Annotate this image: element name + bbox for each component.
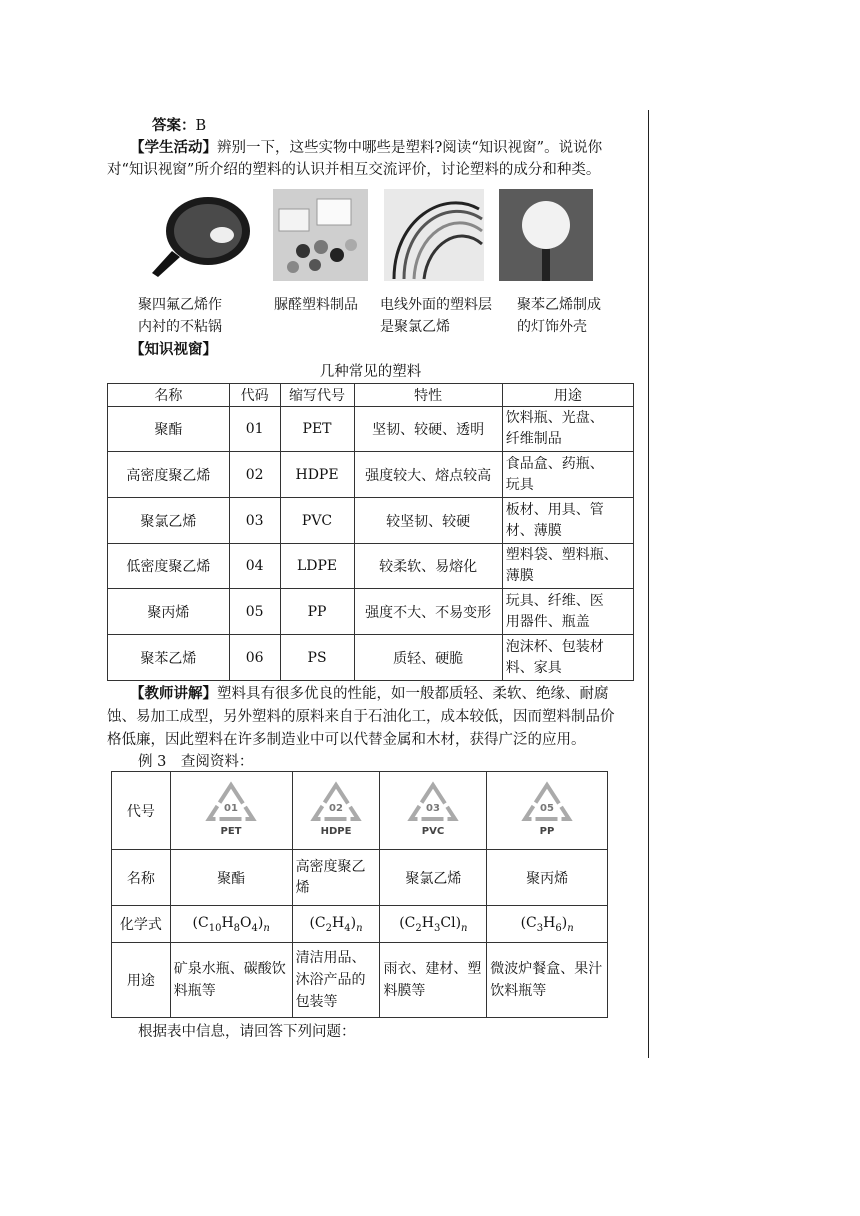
caption-pan (138, 294, 222, 338)
cell-code: 04 (229, 544, 280, 589)
code-row (112, 772, 608, 850)
cell-abbr: PS (280, 635, 354, 681)
teacher-tag: 【教师讲解】 (130, 685, 217, 702)
formula-part: n (263, 922, 270, 934)
cell-use (502, 452, 633, 498)
formula-part: n (461, 922, 468, 934)
table-row (108, 544, 634, 589)
caption-line: 电线外面的塑料层 (380, 297, 492, 313)
cell-prop: 强度较大、熔点较高 (354, 452, 502, 498)
example-label: 例 3 查阅资料： (138, 754, 254, 770)
cell-prop: 较柔软、易熔化 (354, 544, 502, 589)
use-line: 材、薄膜 (505, 522, 562, 539)
formula-part: ) (455, 914, 462, 931)
name-row (112, 850, 608, 906)
recycle-code: 05 (540, 802, 555, 814)
formula-part: O (240, 914, 252, 931)
formula-part: (C (520, 914, 537, 931)
teacher-line3: 格低廉，因此塑料在许多制造业中可以代替金属和木材，获得广泛的应用。 (107, 732, 586, 748)
recycle-abbr: PVC (422, 825, 445, 837)
formula-part: H (421, 914, 434, 931)
cell-prop: 坚韧、较硬、透明 (354, 407, 502, 452)
use-row (112, 943, 608, 1018)
formula-part: H (332, 914, 345, 931)
cell-name: 聚丙烯 (108, 589, 230, 635)
formula-part: 3 (433, 922, 441, 934)
cell-code: 06 (229, 635, 280, 681)
recycle-symbol-cell (380, 772, 487, 850)
table-row (108, 407, 634, 452)
caption-line: 聚四氟乙烯作 (138, 297, 222, 313)
formula-part: Cl (440, 914, 456, 931)
recycle-symbol-icon (306, 781, 366, 841)
use-line: 纤维制品 (505, 431, 562, 447)
recycle-symbol-cell (487, 772, 608, 850)
table-row (108, 498, 634, 544)
formula-part: n (356, 922, 363, 934)
use-line: 食品盒、药瓶、 (505, 455, 604, 472)
formula-part: 3 (536, 922, 544, 934)
table-header-row (108, 384, 634, 407)
cell-use: 矿泉水瓶、碳酸饮料瓶等 (170, 943, 292, 1018)
formula-part: 8 (233, 922, 241, 934)
recycle-symbol-cell (170, 772, 292, 850)
use-line: 泡沫杯、包装材 (505, 638, 604, 655)
formula-cell (292, 906, 380, 943)
caption-lamp (517, 294, 601, 338)
teacher-line2: 蚀、易加工成型，另外塑料的原料来自于石油化工，成本较低，因而塑料制品价 (107, 709, 615, 725)
formula-part: 10 (208, 922, 222, 934)
use-line: 薄膜 (505, 568, 534, 584)
formula-part: 2 (325, 922, 333, 934)
header-cell: 缩写代号 (280, 384, 354, 407)
caption-wire (380, 294, 492, 338)
table-row (108, 589, 634, 635)
cell-name: 高密度聚乙烯 (108, 452, 230, 498)
recycle-abbr: PET (220, 825, 242, 837)
cell-abbr: HDPE (280, 452, 354, 498)
use-line: 玩具 (505, 476, 534, 493)
recycle-symbol-cell (292, 772, 380, 850)
answer-line (152, 115, 682, 137)
answer-label: 答案： (152, 117, 196, 134)
formula-cell (170, 906, 292, 943)
cell-abbr: PP (280, 589, 354, 635)
cell-use (502, 635, 633, 681)
formula-cell (487, 906, 608, 943)
header-cell: 代码 (229, 384, 280, 407)
row-label: 代号 (112, 772, 171, 850)
wire-coating-photo (384, 189, 484, 281)
recycle-abbr: HDPE (320, 825, 352, 837)
cell-use (502, 589, 633, 635)
recycle-symbol-icon (201, 781, 261, 841)
cell-code: 03 (229, 498, 280, 544)
cell-prop: 强度不大、不易变形 (354, 589, 502, 635)
formula-part: ) (350, 914, 357, 931)
student-activity-line2: 对“知识视窗”所介绍的塑料的认识并相互交流评价，讨论塑料的成分和种类。 (107, 162, 601, 178)
cell-prop: 质轻、硬脆 (354, 635, 502, 681)
closing-text: 根据表中信息，请回答下列问题： (138, 1024, 356, 1040)
student-activity-tag: 【学生活动】 (130, 139, 217, 156)
formula-part: H (221, 914, 234, 931)
formula-part: ) (257, 914, 264, 931)
formula-part: (C (309, 914, 326, 931)
caption-urea (274, 294, 358, 316)
caption-line: 内衬的不粘锅 (138, 319, 222, 335)
cell-prop: 较坚韧、较硬 (354, 498, 502, 544)
teacher-text1: 塑料具有很多优良的性能，如一般都质轻、柔软、绝缘、耐腐 (217, 686, 609, 702)
table-title: 几种常见的塑料 (319, 364, 422, 380)
table-row (108, 635, 634, 681)
cell-abbr: PET (280, 407, 354, 452)
formula-cell (380, 906, 487, 943)
cell-name: 聚酯 (108, 407, 230, 452)
formula-row (112, 906, 608, 943)
use-line: 板材、用具、管 (505, 501, 604, 518)
caption-line: 的灯饰外壳 (517, 319, 587, 335)
plastics-table (107, 383, 634, 681)
lamp-shell-photo (499, 189, 593, 281)
urea-plastic-photo (273, 189, 368, 281)
header-cell: 名称 (108, 384, 230, 407)
cell-name: 低密度聚乙烯 (108, 544, 230, 589)
cell-name: 聚苯乙烯 (108, 635, 230, 681)
knowledge-tag: 【知识视窗】 (130, 341, 217, 358)
use-line: 饮料瓶、光盘、 (505, 410, 604, 426)
cell-use: 清洁用品、沐浴产品的包装等 (292, 943, 380, 1018)
formula-part: (C (192, 914, 209, 931)
nonstick-pan-photo (150, 189, 256, 281)
formula-part: n (567, 922, 574, 934)
formula-part: 6 (555, 922, 562, 934)
header-cell: 用途 (502, 384, 633, 407)
teacher-line1 (130, 683, 642, 705)
cell-abbr: PVC (280, 498, 354, 544)
use-line: 玩具、纤维、医 (505, 592, 604, 609)
recycle-code: 02 (329, 802, 343, 814)
header-cell: 特性 (354, 384, 502, 407)
formula-part: H (543, 914, 556, 931)
cell-use (502, 407, 633, 452)
margin-rule (648, 110, 649, 1058)
recycle-code: 03 (426, 802, 441, 814)
cell-code: 02 (229, 452, 280, 498)
row-label: 名称 (112, 850, 171, 906)
use-line: 料、家具 (505, 659, 562, 676)
table-row (108, 452, 634, 498)
caption-line: 聚苯乙烯制成 (517, 297, 601, 313)
cell-use (502, 544, 633, 589)
cell-name: 聚酯 (170, 850, 292, 906)
row-label: 化学式 (112, 906, 171, 943)
use-line: 塑料袋、塑料瓶、 (505, 547, 618, 563)
cell-code: 01 (229, 407, 280, 452)
cell-use: 雨衣、建材、塑料膜等 (380, 943, 487, 1018)
formula-part: 4 (251, 922, 258, 934)
answer-value: B (195, 118, 207, 134)
cell-code: 05 (229, 589, 280, 635)
use-line: 用器件、瓶盖 (505, 613, 590, 630)
row-label: 用途 (112, 943, 171, 1018)
cell-use: 微波炉餐盒、果汁饮料瓶等 (487, 943, 608, 1018)
student-activity-text1: 辨别一下，这些实物中哪些是塑料?阅读“知识视窗”。说说你 (217, 140, 603, 156)
formula-part: (C (399, 914, 416, 931)
cell-name: 聚丙烯 (487, 850, 608, 906)
recycle-symbol-icon (403, 781, 463, 841)
recycle-table (111, 771, 608, 1018)
cell-abbr: LDPE (280, 544, 354, 589)
cell-use (502, 498, 633, 544)
recycle-symbol-icon (517, 781, 577, 841)
recycle-code: 01 (224, 802, 239, 814)
caption-line: 是聚氯乙烯 (380, 319, 450, 335)
recycle-abbr: PP (539, 825, 555, 837)
caption-line: 脲醛塑料制品 (274, 297, 358, 313)
cell-name: 聚氯乙烯 (380, 850, 487, 906)
formula-part: 4 (344, 922, 351, 934)
cell-name: 聚氯乙烯 (108, 498, 230, 544)
cell-name: 高密度聚乙烯 (292, 850, 380, 906)
student-activity-line1 (130, 137, 642, 159)
formula-part: ) (561, 914, 568, 931)
formula-part: 2 (415, 922, 422, 934)
